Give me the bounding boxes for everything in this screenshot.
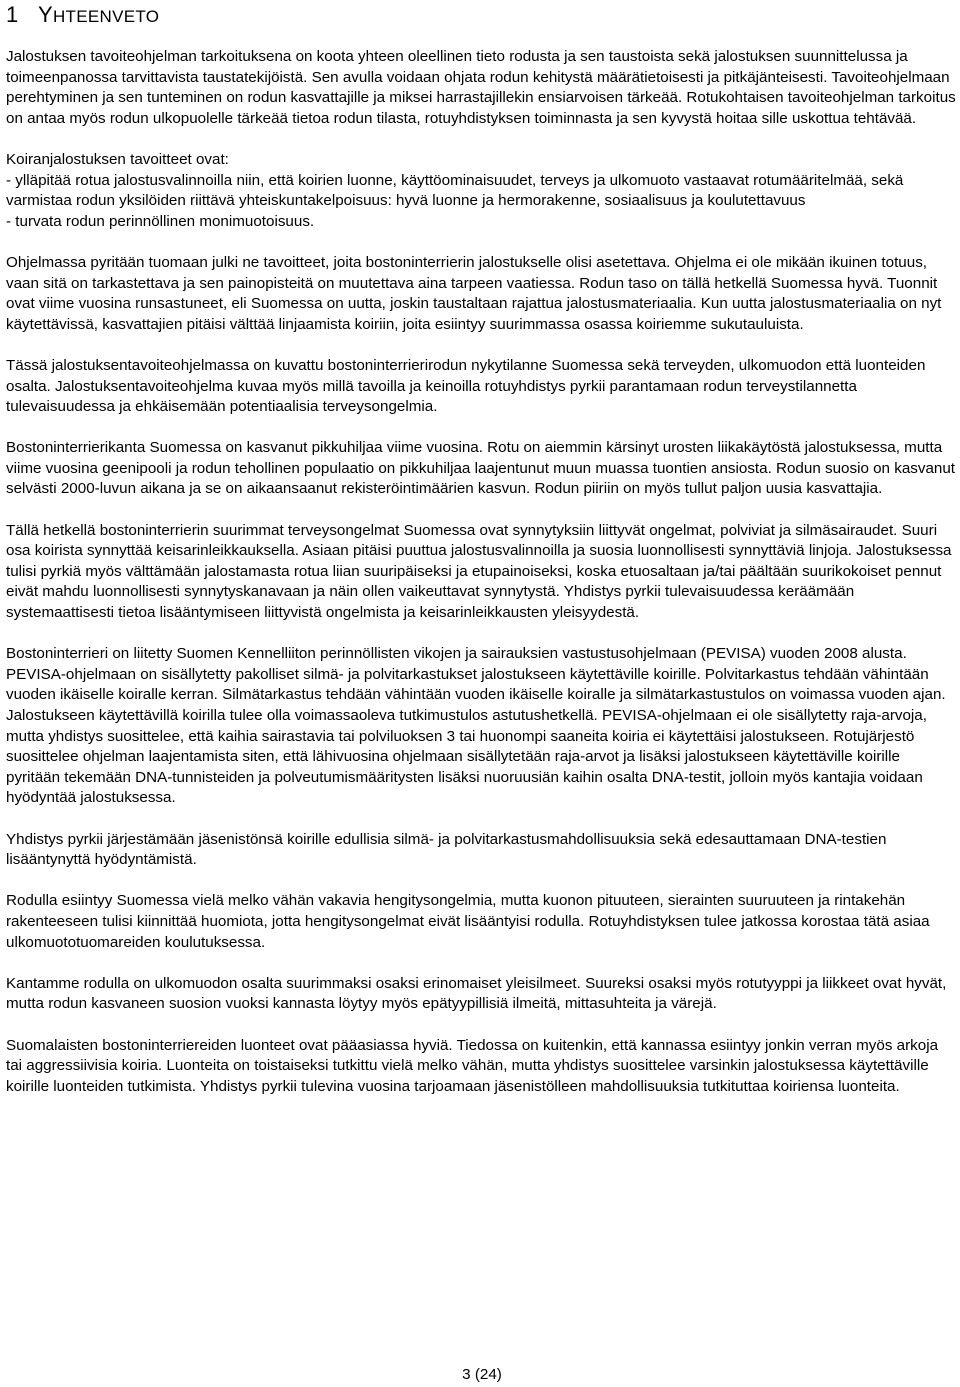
section-title-rest: HTEENVETO — [52, 7, 160, 26]
document-page — [6, 0, 956, 1118]
goal-item-2: - turvata rodun perinnöllinen monimuotoisuus. — [6, 212, 315, 230]
paragraph-examinations: Yhdistys pyrkii järjestämään jäsenistönsä koirille edullisia silmä- ja polvitarkastusmahdollisuuksia sekä edesauttamaan DNA-testien lisääntynyttä hyödyntämistä. — [6, 830, 887, 869]
goal-item-1: - ylläpitää rotua jalostusvalinnoilla niin, että koirien luonne, käyttöominaisuudet, terveys ja ulkomuoto vastaavat rotumääritelmää, sekä varmistaa rodun yksilöiden riittävä yhteiskuntakelpoisuus: hyvä luonne ja hermorakenne, sosiaalisuus ja koulutettavuus — [6, 171, 904, 210]
paragraph-breathing: Rodulla esiintyy Suomessa vielä melko vähän vakavia hengitysongelmia, mutta kuonon pituuteen, sierainten suuruuteen ja rintakehän rakenteeseen tulisi kiinnittää huomiota, jotta hengitysongelmat eivät lisääntyisi rodulla. Rotuyhdistyksen tulee jatkossa korostaa tätä asiaa ulkomuototuomareiden koulutuksessa. — [6, 892, 930, 951]
paragraph-program-contents: Tässä jalostuksentavoiteohjelmassa on kuvattu bostoninterrierirodun nykytilanne Suomessa sekä terveyden, ulkomuodon että luonteiden osalta. Jalostuksentavoiteohjelma kuvaa myös millä tavoilla ja keinoilla rotuyhdistys pyrkii parantamaan rodun terveystilannetta tulevaisuudessa ja ehkäisemään potentiaalisia terveysongelmia. — [6, 356, 926, 416]
paragraph-appearance: Kantamme rodulla on ulkomuodon osalta suurimmaksi osaksi erinomaiset yleisilmeet. Suureksi osaksi myös rotutyyppi ja liikkeet ovat hyvät, mutta rodun kasvaneen suosion vuoksi kannasta löytyy myös epätyypillisiä ilmeitä, mittasuhteita ja värejä. — [6, 974, 947, 1013]
paragraph-temperament: Suomalaisten bostoninterriereiden luonteet ovat pääasiassa hyviä. Tiedossa on kuitenkin, että kannassa esiintyy jonkin verran myös arkoja tai aggressiivisia koiria. Luonteita on toistaiseksi tutkittu vielä melko vähän, mutta yhdistys suosittelee varsinkin jalostuksessa käytettäville koirille luonteiden tutkimista. Yhdistys pyrkii tulevina vuosina tarjoamaan jäsenistölleen mahdollisuuksia tutkituttaa koiriensa luonteita. — [6, 1036, 939, 1095]
paragraph-health-problems: Tällä hetkellä bostoninterrierin suurimmat terveysongelmat Suomessa ovat synnytyksiin liittyvät ongelmat, polviviat ja silmäsairaudet. Suuri osa koirista synnyttää keisarinleikkauksella. Asiaan pitäisi puuttua jalostusvalinnoilla ja suosia luonnollisesti synnyttäviä linjoja. Jalostuksessa tulisi pyrkiä myös välttämään jalostamasta rotua liian suuripäiseksi ja etupainoiseksi, koska etuosaltaan ja/tai päältään suurikokoiset pennut eivät mahdu luonnollisesti synnytyskanavaan ja näin ollen vaikeuttavat synnytystä. Yhdistys pyrkii tulevaisuudessa keräämään systemaattisesti tietoa lisääntymiseen liittyvistä ongelmista ja keisarinleikkausten yleisyydestä. — [6, 521, 952, 622]
page-footer — [0, 1365, 960, 1385]
page-number: 3 (24) — [462, 1366, 502, 1383]
section-heading — [6, 0, 956, 30]
summary-body — [6, 47, 956, 1097]
goals-title: Koiranjalostuksen tavoitteet ovat: — [6, 150, 229, 168]
section-title-first-letter: Y — [38, 2, 53, 27]
section-number: 1 — [6, 2, 19, 27]
paragraph-intro: Jalostuksen tavoiteohjelman tarkoituksena on koota yhteen oleellinen tieto rodusta ja sen taustoista sekä jalostuksen suunnittelussa ja toimeenpanossa tarvittavista taustatekijöistä. Sen avulla voidaan ohjata rodun kehitystä määrätietoisesti ja pitkäjänteisesti. Tavoiteohjelmaan perehtyminen ja sen tunteminen on rodun kasvattajille ja miksei harrastajillekin ensiarvoisen tärkeää. Rotukohtaisen tavoiteohjelman tarkoitus on antaa myös rodun ulkopuolelle tärkeää tietoa rodun tilasta, rotuyhdistyksen toiminnasta ja sen kyvystä hoitaa sille uskottua tehtävää. — [6, 48, 956, 127]
paragraph-pevisa: Bostoninterrieri on liitetty Suomen Kennelliiton perinnöllisten vikojen ja sairauksien vastustusohjelmaan (PEVISA) vuoden 2008 alusta. PEVISA-ohjelmaan on sisällytetty pakolliset silmä- ja polvitarkastukset jalostukseen käytettäville koirille. Polvitarkastus tehdään vähintään vuoden ikäiselle koiralle kerran. Silmätarkastus tehdään vähintään vuoden ikäiselle koiralle ja silmätarkastustulos on voimassa vuoden ajan. Jalostukseen käytettävillä koirilla tulee olla voimassaoleva tutkimustulos astutushetkellä. PEVISA-ohjelmaan ei ole sisällytetty raja-arvoja, mutta yhdistys suosittelee, että kaihia sairastavia tai polviluoksen 3 tai huonompi saaneita koiria ei käytettäisi jalostukseen. Rotujärjestö suosittelee ohjelman laajentamista siten, että lähivuosina ohjelmaan sisällytetään raja-arvot ja lisäksi jalostukseen käytettäville koirille pyritään tekemään DNA-tunnisteiden ja polveutumismääritysten lisäksi nuoruusiän kaihin osalta DNA-testit, jolloin myös kantajia voidaan hyödyntää jalostuksessa. — [6, 645, 946, 807]
paragraph-population: Bostoninterrierikanta Suomessa on kasvanut pikkuhiljaa viime vuosina. Rotu on aiemmin kärsinyt urosten liikakäytöstä jalostuksessa, mutta viime vuosina geenipooli ja rodun tehollinen populaatio on pikkuhiljaa laajentunut muun muassa tuontien ansiosta. Rodun suosio on kasvanut selvästi 2000-luvun aikana ja se on aikaansaanut rekisteröintimäärien kasvun. Rodun piiriin on myös tullut paljon uusia kasvattajia. — [6, 439, 956, 498]
paragraph-goals — [6, 150, 956, 232]
paragraph-program-goals: Ohjelmassa pyritään tuomaan julki ne tavoitteet, joita bostoninterrierin jalostukselle olisi asetettava. Ohjelma ei ole mikään ikuinen totuus, vaan sitä on tarkastettava ja sen painopisteitä on muutettava aina tarpeen vaatiessa. Rodun taso on tällä hetkellä Suomessa hyvä. Tuonnit ovat viime vuosina runsastuneet, eli Suomessa on uutta, joskin taustaltaan rajattua jalostusmateriaalia. Kun uutta jalostusmateriaalia on nyt käytettävissä, kasvattajien pitäisi välttää linjaamista koiriin, joita esiintyy suurimmassa osassa koiriemme sukutauluista. — [6, 253, 942, 333]
